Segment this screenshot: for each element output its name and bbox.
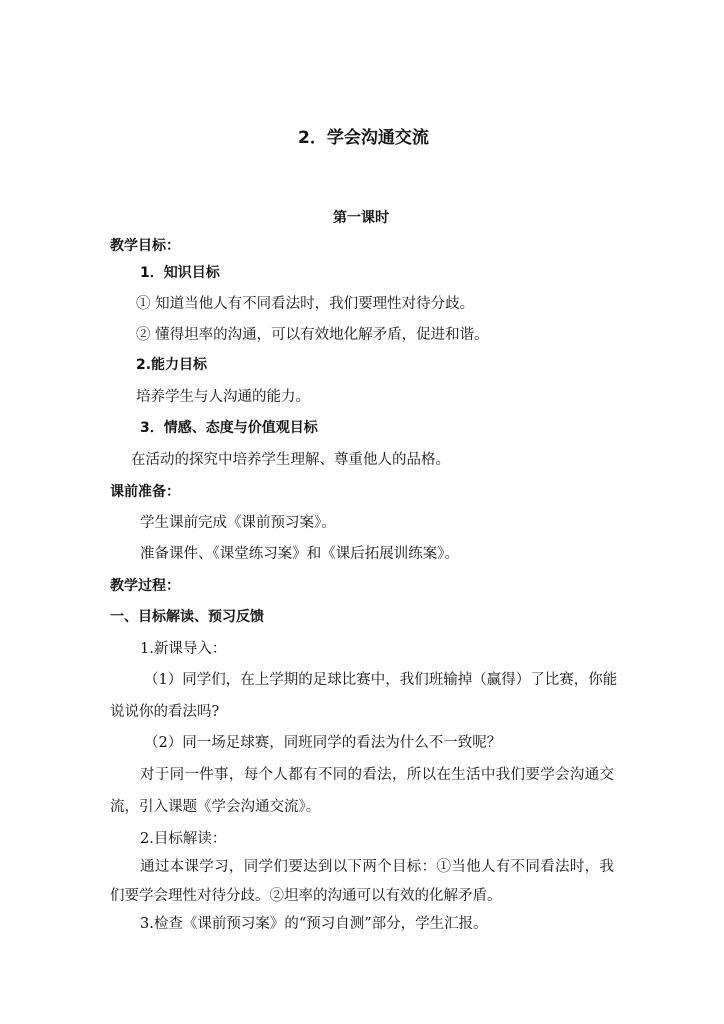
goals-paragraph-line-1: 通过本课学习，同学们要达到以下两个目标：①当他人有不同看法时，我: [140, 859, 614, 875]
goal-values-heading: 3．情感、态度与价值观目标: [140, 420, 318, 436]
question-2: （2）同一场足球赛，同班同学的看法为什么不一致呢？: [144, 735, 502, 751]
goals-paragraph-line-2: 们要学会理性对待分歧。②坦率的沟通可以有效的化解矛盾。: [110, 888, 502, 904]
goal-knowledge-item-1: ① 知道当他人有不同看法时，我们要理性对待分歧。: [136, 296, 475, 312]
lesson-subtitle: 第一课时: [333, 210, 389, 226]
goal-ability-heading: 2.能力目标: [136, 357, 208, 373]
heading-preparation: 课前准备：: [110, 484, 180, 500]
intro-paragraph-line-2: 流，引入课题《学会沟通交流》。: [110, 799, 321, 815]
goal-values-item: 在活动的探究中培养学生理解、尊重他人的品格。: [131, 452, 450, 468]
goal-ability-item: 培养学生与人沟通的能力。: [136, 389, 310, 405]
section-1-heading: 一、目标解读、预习反馈: [110, 609, 264, 625]
prep-item-2: 准备课件、《课堂练习案》和《课后拓展训练案》。: [140, 546, 459, 562]
lesson-title: 2．学会沟通交流: [298, 128, 429, 148]
prep-item-1: 学生课前完成《课前预习案》。: [140, 515, 336, 531]
intro-paragraph-line-1: 对于同一件事，每个人都有不同的看法，所以在生活中我们要学会沟通交: [140, 767, 614, 783]
heading-teaching-goals: 教学目标：: [110, 238, 180, 254]
goal-knowledge-heading: 1．知识目标: [140, 265, 220, 281]
step-2-heading: 2.目标解读：: [140, 831, 227, 847]
heading-teaching-process: 教学过程：: [110, 578, 180, 594]
step-1-heading: 1.新课导入：: [140, 641, 227, 657]
goal-knowledge-item-2: ② 懂得坦率的沟通，可以有效地化解矛盾，促进和谐。: [136, 327, 489, 343]
question-1-line-2: 说说你的看法吗?: [110, 704, 220, 720]
step-3-line: 3.检查《课前预习案》的“预习自测”部分，学生汇报。: [140, 916, 488, 932]
question-1-line-1: （1）同学们，在上学期的足球比赛中，我们班输掉（赢得）了比赛，你能: [144, 672, 618, 688]
